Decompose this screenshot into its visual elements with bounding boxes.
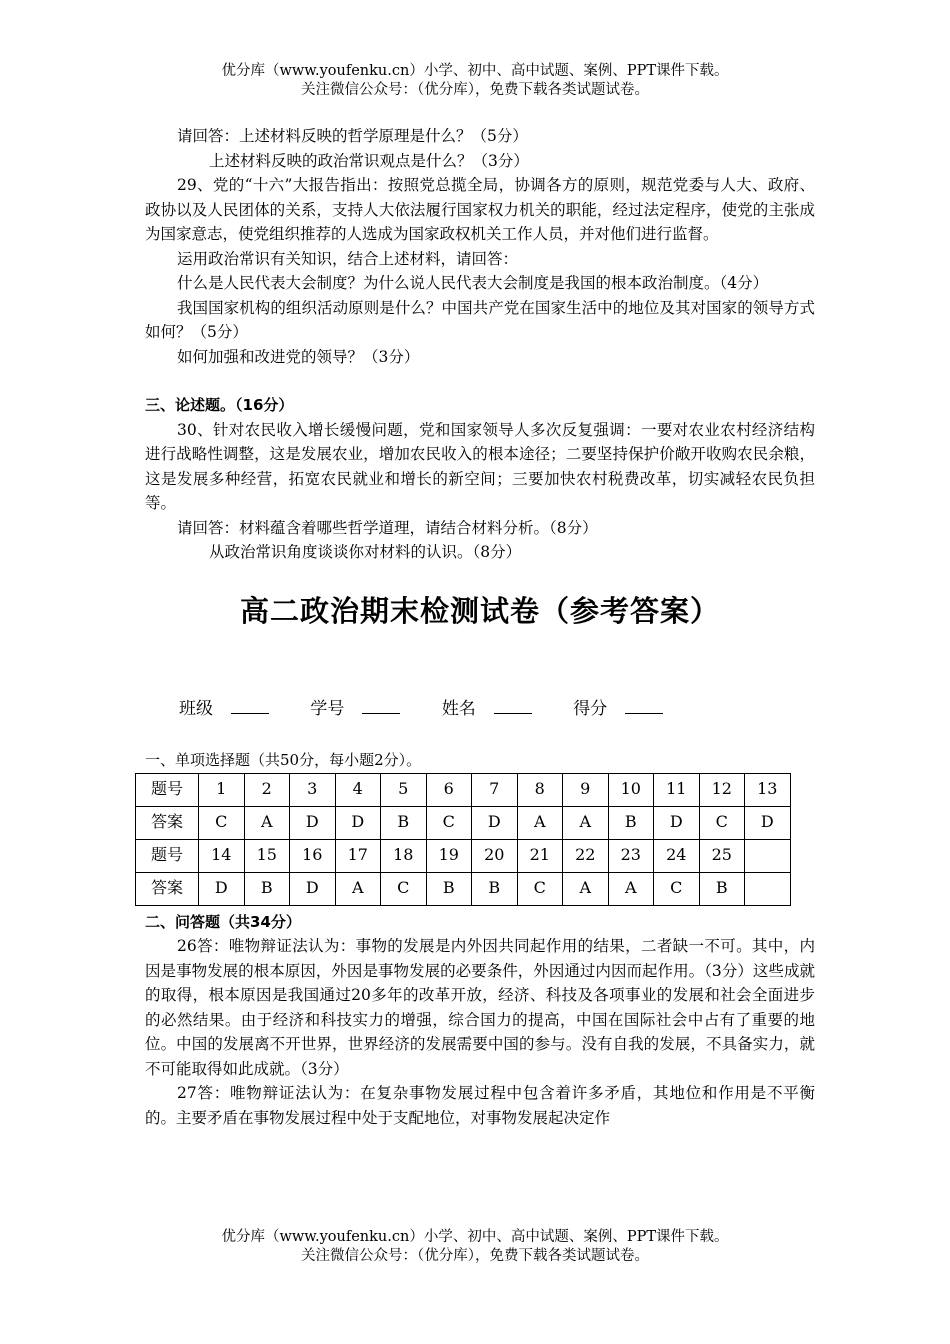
answer-cell: C	[381, 872, 427, 905]
q29-text: 29、党的“十六”大报告指出：按照党总揽全局，协调各方的原则，规范党委与人大、政府、政协以及人民团体的关系，支持人大依法履行国家权力机关的职能，经过法定程序，使党的主张成为国家意志，使党组织推荐的人选成为国家政权机关工作人员，并对他们进行监督。	[145, 176, 815, 243]
answer-cell: A	[335, 872, 381, 905]
section-3-title: 三、论述题。（16分）	[145, 396, 294, 414]
name-blank	[494, 695, 532, 714]
question-number-cell: 2	[244, 773, 290, 806]
question-number-cell: 20	[472, 839, 518, 872]
answer-cell: B	[244, 872, 290, 905]
question-number-cell: 4	[335, 773, 381, 806]
q30-sub-b: 从政治常识角度谈谈你对材料的认识。（8分）	[209, 543, 522, 561]
q28-sub-a: 请回答：上述材料反映的哲学原理是什么？（5分）	[177, 127, 528, 145]
question-number-cell: 11	[654, 773, 700, 806]
answer-cell: B	[381, 806, 427, 839]
answer-cell: D	[335, 806, 381, 839]
row-label-answer: 答案	[136, 872, 199, 905]
answer-27: 27答：唯物辩证法认为：在复杂事物发展过程中包含着许多矛盾，其地位和作用是不平衡的。主要矛盾在事物发展过程中处于支配地位，对事物发展起决定作	[145, 1084, 815, 1127]
mc-section-title: 一、单项选择题（共50分，每小题2分）。	[145, 750, 422, 769]
q28-sub-b: 上述材料反映的政治常识观点是什么？（3分）	[209, 151, 529, 170]
question-number-cell: 9	[563, 773, 609, 806]
answer-cell: C	[517, 872, 563, 905]
footer-line-2: 关注微信公众号：（优分库），免费下载各类试题试卷。	[301, 1248, 649, 1264]
q29-sub-b: 我国国家机构的组织活动原则是什么？中国共产党在国家生活中的地位及其对国家的领导方式如何？（5分）	[145, 298, 815, 341]
question-number-cell: 13	[745, 773, 791, 806]
question-number-cell: 12	[699, 773, 745, 806]
question-number-cell: 21	[517, 839, 563, 872]
answer-cell: D	[745, 806, 791, 839]
answer-cell: A	[517, 806, 563, 839]
question-number-cell: 14	[199, 839, 245, 872]
class-field	[179, 699, 287, 719]
answer-cell: B	[472, 872, 518, 905]
student-info-line	[179, 695, 815, 723]
question-number-cell: 25	[699, 839, 745, 872]
question-number-cell: 15	[244, 839, 290, 872]
class-label: 班级	[179, 698, 213, 719]
answer-cell: B	[699, 872, 745, 905]
question-number-cell: 7	[472, 773, 518, 806]
answer-sheet-title: 高二政治期末检测试卷（参考答案）	[239, 593, 720, 628]
page-header	[0, 62, 950, 100]
question-number-cell: 22	[563, 839, 609, 872]
row-label-number: 题号	[136, 839, 199, 872]
answer-cell: D	[199, 872, 245, 905]
row-label-number: 题号	[136, 773, 199, 806]
q29-intro: 运用政治常识有关知识，结合上述材料，请回答：	[177, 249, 519, 268]
answer-cell: C	[199, 806, 245, 839]
table-row	[136, 839, 791, 872]
q29-sub-a: 什么是人民代表大会制度？为什么说人民代表大会制度是我国的根本政治制度。（4分）	[177, 274, 769, 292]
section-2-title: 二、问答题（共34分）	[145, 912, 301, 931]
question-number-cell: 16	[290, 839, 336, 872]
answer-cell: A	[563, 872, 609, 905]
answer-cell: C	[426, 806, 472, 839]
spacer	[145, 369, 815, 393]
header-line-1: 优分库（www.youfenku.cn）小学、初中、高中试题、案例、PPT课件下载。	[221, 63, 729, 79]
question-number-cell: 1	[199, 773, 245, 806]
question-number-cell: 8	[517, 773, 563, 806]
name-field	[442, 699, 550, 719]
page-content	[145, 124, 815, 1130]
answer-cell: D	[290, 872, 336, 905]
answer-cell: D	[472, 806, 518, 839]
question-number-cell: 18	[381, 839, 427, 872]
q30-sub-a: 请回答：材料蕴含着哪些哲学道理，请结合材料分析。（8分）	[177, 518, 598, 537]
answer-cell: A	[608, 872, 654, 905]
answer-cell	[745, 872, 791, 905]
answer-26: 26答：唯物辩证法认为：事物的发展是内外因共同起作用的结果，二者缺一不可。其中，内因是事物发展的根本原因，外因是事物发展的必要条件，外因通过内因而起作用。（3分）这些成就的取得，根本原因是我国通过20多年的改革开放，经济、科技及各项事业的发展和社会全面进步的必然结果。由于经济和科技实力的增强，综合国力的提高，中国在国际社会中占有了重要的地位。中国的发展离不开世界，世界经济的发展需要中国的参与。没有自我的发展，不具备实力，就不可能取得如此成就。（3分）	[145, 937, 815, 1078]
answer-table	[135, 773, 791, 906]
table-row	[136, 773, 791, 806]
answer-cell: A	[244, 806, 290, 839]
id-blank	[362, 695, 400, 714]
answer-cell: C	[654, 872, 700, 905]
page-footer	[0, 1228, 950, 1266]
q30-text: 30、针对农民收入增长缓慢问题，党和国家领导人多次反复强调：一要对农业农村经济结构进行战略性调整，这是发展农业，增加农民收入的根本途径；二要坚持保护价敞开收购农民余粮，这是发展多种经营，拓宽农民就业和增长的新空间；三要加快农村税费改革，切实减轻农民负担等。	[145, 420, 815, 512]
question-number-cell: 3	[290, 773, 336, 806]
score-label: 得分	[573, 698, 608, 719]
question-number-cell: 6	[426, 773, 472, 806]
answer-cell: B	[426, 872, 472, 905]
question-number-cell: 17	[335, 839, 381, 872]
score-blank	[625, 695, 663, 714]
header-line-2: 关注微信公众号：（优分库），免费下载各类试题试卷。	[301, 82, 649, 98]
name-label: 姓名	[441, 698, 476, 719]
table-row	[136, 872, 791, 905]
answer-cell: A	[563, 806, 609, 839]
question-number-cell: 24	[654, 839, 700, 872]
answer-cell: C	[699, 806, 745, 839]
question-number-cell: 5	[381, 773, 427, 806]
answer-cell: B	[608, 806, 654, 839]
row-label-answer: 答案	[136, 806, 199, 839]
question-number-cell: 19	[426, 839, 472, 872]
footer-line-1: 优分库（www.youfenku.cn）小学、初中、高中试题、案例、PPT课件下载。	[221, 1229, 729, 1245]
id-label: 学号	[310, 698, 345, 719]
table-row	[136, 806, 791, 839]
answer-cell: D	[290, 806, 336, 839]
question-number-cell	[745, 839, 791, 872]
class-blank	[231, 695, 269, 714]
answer-cell: D	[654, 806, 700, 839]
question-number-cell: 10	[608, 773, 654, 806]
id-field	[310, 699, 418, 719]
question-number-cell: 23	[608, 839, 654, 872]
q29-sub-c: 如何加强和改进党的领导？（3分）	[177, 347, 420, 366]
score-field	[573, 699, 681, 719]
